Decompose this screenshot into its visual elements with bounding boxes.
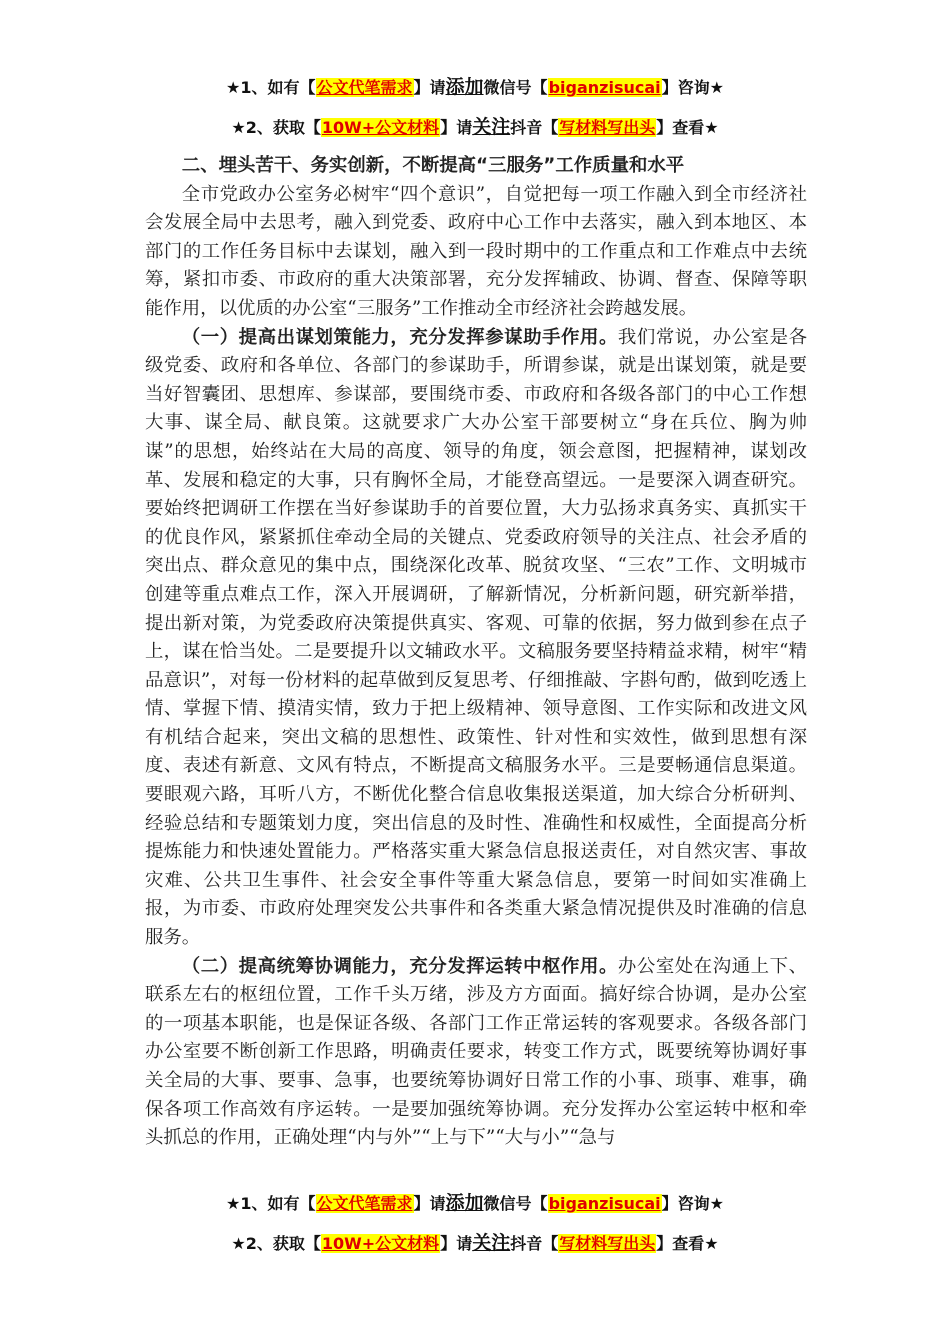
bottom-banner-line-2 (0, 1228, 950, 1255)
banner-text: 】请 (440, 118, 473, 137)
banner-text: 微信号【 (483, 78, 548, 97)
paragraph-one-text: 我们常说，办公室是各级党委、政府和各单位、各部门的参谋助手，所谓参谋，就是出谋划策，就是要当好智囊团、思想库、参谋部，要围绕市委、市政府和各级各部门的中心工作想大事、谋全局、献良策。这就要求广大办公室干部要树立“身在兵位、胸为帅谋”的思想，始终站在大局的高度、领导的角度，领会意图，把握精神，谋划改革、发展和稳定的大事，只有胸怀全局，才能登高望远。一是要深入调查研究。要始终把调研工作摆在当好参谋助手的首要位置，大力弘扬求真务实、真抓实干的优良作风，紧紧抓住牵动全局的关键点、党委政府领导的关注点、社会矛盾的突出点、群众意见的集中点，围绕深化改革、脱贫攻坚、“三农”工作、文明城市创建等重点难点工作，深入开展调研，了解新情况，分析新问题，研究新举措，提出新对策，为党委政府决策提供真实、客观、可靠的依据，努力做到参在点子上，谋在恰当处。二是要提升以文辅政水平。文稿服务要坚持精益求精，树牢“精品意识”，对每一份材料的起草做到反复思考、仔细推敲、字斟句酌，做到吃透上情、掌握下情、摸清实情，致力于把上级精神、领导意图、工作实际和改进文风有机结合起来，突出文稿的思想性、政策性、针对性和实效性，做到思想有深度、表述有新意、文风有特点，不断提高文稿服务水平。三是要畅通信息渠道。要眼观六路，耳听八方，不断优化整合信息收集报送渠道，加大综合分析研判、经验总结和专题策划力度，突出信息的及时性、准确性和权威性，全面提高分析提炼能力和快速处置能力。严格落实重大紧急信息报送责任，对自然灾害、事故灾难、公共卫生事件、社会安全事件等重大紧急信息，要第一时间如实准确上报，为市委、市政府处理突发公共事件和各类重大紧急情况提供及时准确的信息服务。 (145, 326, 807, 949)
bottom-banner-line-1 (0, 1188, 950, 1215)
banner-suffix: 】查看★ (656, 118, 719, 137)
banner-text: 抖音【 (510, 1234, 559, 1253)
highlight-service: 公文代笔需求 (316, 1194, 413, 1213)
banner-suffix: 】查看★ (656, 1234, 719, 1253)
top-banner-line-1 (0, 72, 950, 99)
top-banner-line-2 (0, 112, 950, 139)
banner-suffix: 】咨询★ (661, 78, 724, 97)
banner-text: 】请 (413, 1194, 446, 1213)
section-heading: 二、埋头苦干、务实创新，不断提高“三服务”工作质量和水平 (181, 155, 685, 176)
paragraph-two (145, 953, 807, 1153)
highlight-materials: 10W+公文材料 (321, 118, 440, 137)
highlight-wechat-id: biganzisucai (548, 78, 661, 97)
banner-text: 微信号【 (483, 1194, 548, 1213)
banner-emphasis: 关注 (472, 116, 511, 138)
highlight-materials: 10W+公文材料 (321, 1234, 440, 1253)
banner-emphasis: 添加 (445, 1192, 484, 1214)
banner-prefix: ★1、如有【 (226, 1194, 316, 1213)
document-body (145, 152, 807, 1153)
banner-emphasis: 关注 (472, 1232, 511, 1254)
banner-emphasis: 添加 (445, 76, 484, 98)
banner-suffix: 】咨询★ (661, 1194, 724, 1213)
banner-prefix: ★2、获取【 (231, 1234, 321, 1253)
highlight-wechat-id: biganzisucai (548, 1194, 661, 1213)
highlight-douyin-id: 写材料写出头 (559, 118, 656, 137)
subheading-one: （一）提高出谋划策能力，充分发挥参谋助手作用。 (181, 326, 618, 348)
banner-text: 】请 (413, 78, 446, 97)
banner-prefix: ★2、获取【 (231, 118, 321, 137)
banner-prefix: ★1、如有【 (226, 78, 316, 97)
paragraph-intro: 全市党政办公室务必树牢“四个意识”，自觉把每一项工作融入到全市经济社会发展全局中去思考，融入到党委、政府中心工作中去落实，融入到本地区、本部门的工作任务目标中去谋划，融入到一段时期中的工作重点和工作难点中去统筹，紧扣市委、市政府的重大决策部署，充分发挥辅政、协调、督查、保障等职能作用，以优质的办公室“三服务”工作推动全市经济社会跨越发展。 (145, 183, 807, 319)
subheading-two: （二）提高统筹协调能力，充分发挥运转中枢作用。 (181, 955, 618, 977)
highlight-service: 公文代笔需求 (316, 78, 413, 97)
paragraph-two-text: 办公室处在沟通上下、联系左右的枢纽位置，工作千头万绪，涉及方方面面。搞好综合协调，是办公室的一项基本职能，也是保证各级、各部门工作正常运转的客观要求。各级各部门办公室要不断创新工作思路，明确责任要求，转变工作方式，既要统筹协调好事关全局的大事、要事、急事，也要统筹协调好日常工作的小事、琐事、难事，确保各项工作高效有序运转。一是要加强统筹协调。充分发挥办公室运转中枢和牵头抓总的作用，正确处理“内与外”“上与下”“大与小”“急与 (145, 955, 807, 1149)
banner-text: 】请 (440, 1234, 473, 1253)
banner-text: 抖音【 (510, 118, 559, 137)
highlight-douyin-id: 写材料写出头 (559, 1234, 656, 1253)
paragraph-one (145, 324, 807, 953)
